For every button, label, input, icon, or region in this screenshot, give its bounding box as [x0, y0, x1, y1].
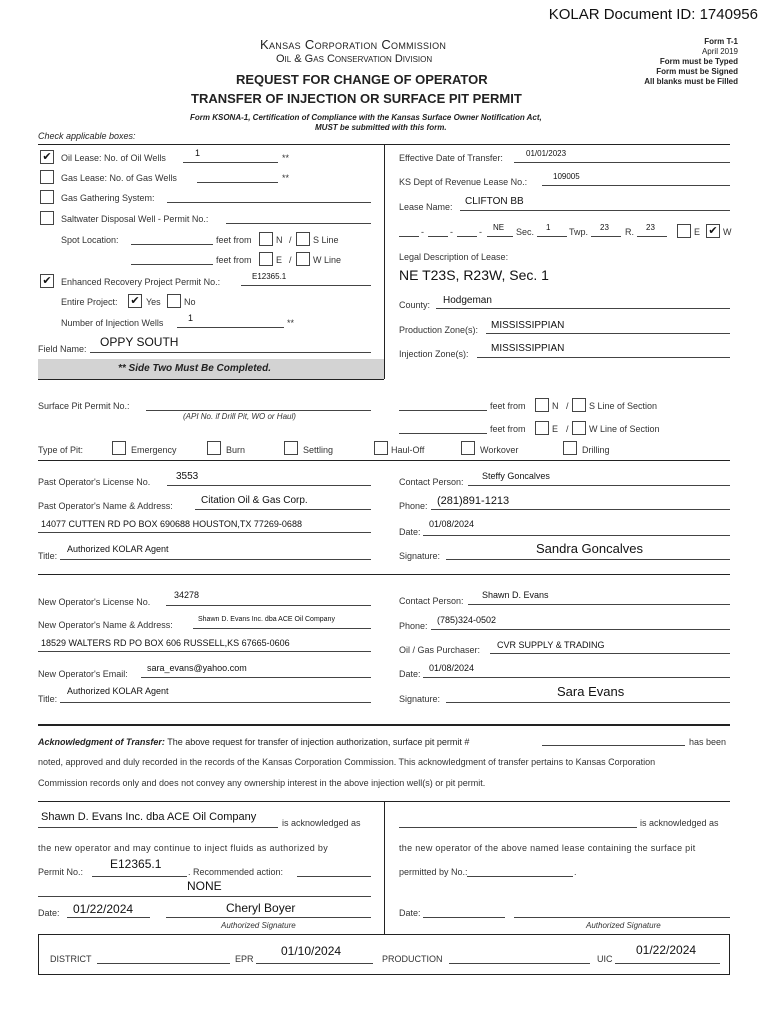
divider-past: [38, 574, 730, 575]
form-note-signed: Form must be Signed: [656, 67, 738, 76]
past-signature-value[interactable]: Sandra Goncalves: [536, 541, 643, 556]
ack-heading: Acknowledgment of Transfer:: [38, 737, 165, 747]
past-contact-value[interactable]: Steffy Goncalves: [482, 471, 550, 481]
new-date-label: Date:: [399, 669, 421, 679]
new-date-value[interactable]: 01/08/2024: [429, 663, 475, 673]
production-zone-label: Production Zone(s):: [399, 325, 479, 335]
ack-text-1: The above request for transfer of injection authorization, surface pit permit #: [167, 737, 470, 747]
ks-dept-label: KS Dept of Revenue Lease No.:: [399, 177, 528, 187]
side-two-banner: ** Side Two Must Be Completed.: [38, 359, 384, 379]
ack-center-divider: [384, 801, 385, 934]
form-title-1: REQUEST FOR CHANGE OF OPERATOR: [236, 72, 488, 87]
swd-label: Saltwater Disposal Well - Permit No.:: [61, 214, 209, 224]
gas-lease-label: Gas Lease: No. of Gas Wells: [61, 173, 177, 183]
county-value[interactable]: Hodgeman: [443, 295, 492, 306]
ack-right-is-ack: is acknowledged as: [640, 818, 719, 828]
purchaser-value[interactable]: CVR SUPPLY & TRADING: [497, 640, 605, 650]
pit-type-hauloff-checkbox[interactable]: [374, 441, 388, 455]
pit-w-checkbox[interactable]: [572, 421, 586, 435]
ack-text-3: Commission records only and does not convey any ownership interest in the above injection well(s) or pit permit.: [38, 778, 486, 788]
past-signature-label: Signature:: [399, 551, 441, 561]
ack-left-company[interactable]: Shawn D. Evans Inc. dba ACE Oil Company: [41, 811, 257, 823]
new-contact-label: Contact Person:: [399, 596, 464, 606]
ack-line-1: [38, 737, 469, 747]
new-contact-value[interactable]: Shawn D. Evans: [482, 590, 549, 600]
surface-pit-label: Surface Pit Permit No.:: [38, 401, 130, 411]
new-name-label: New Operator's Name & Address:: [38, 620, 173, 630]
production-zone-value[interactable]: MISSISSIPPIAN: [491, 320, 565, 331]
pit-type-workover-checkbox[interactable]: [461, 441, 475, 455]
pit-type-drilling-checkbox[interactable]: [563, 441, 577, 455]
division-name: Oil & Gas Conservation Division: [276, 53, 433, 65]
ack-left-text: the new operator and may continue to inject fluids as authorized by: [38, 843, 329, 853]
footer-production-label: PRODUCTION: [382, 954, 443, 964]
spot-s-checkbox[interactable]: [296, 232, 310, 246]
new-email-label: New Operator's Email:: [38, 669, 128, 679]
top-section-bottom-border: [38, 379, 384, 380]
gas-gathering-label: Gas Gathering System:: [61, 193, 155, 203]
legal-desc-label: Legal Description of Lease:: [399, 252, 509, 262]
spot-w-checkbox[interactable]: [296, 252, 310, 266]
new-phone-label: Phone:: [399, 621, 428, 631]
pit-s-checkbox[interactable]: [572, 398, 586, 412]
past-title-label: Title:: [38, 551, 58, 561]
pit-type-label: Type of Pit:: [38, 445, 84, 455]
oil-wells-count[interactable]: 1: [195, 148, 201, 158]
check-applicable-label: Check applicable boxes:: [38, 131, 136, 141]
pit-type-burn-checkbox[interactable]: [207, 441, 221, 455]
document-id: KOLAR Document ID: 1740956: [548, 6, 758, 23]
injection-wells-label: Number of Injection Wells: [61, 318, 164, 328]
legal-desc-value[interactable]: NE T23S, R23W, Sec. 1: [399, 267, 549, 283]
footer-epr-date[interactable]: 01/10/2024: [281, 944, 342, 958]
eor-permit-value[interactable]: E12365.1: [252, 272, 287, 281]
sec-value[interactable]: 1: [546, 223, 551, 232]
twp-label: Twp.: [569, 227, 589, 237]
range-e-checkbox[interactable]: [677, 224, 691, 238]
new-name-value[interactable]: Shawn D. Evans Inc. dba ACE Oil Company: [198, 616, 335, 623]
pit-e-checkbox[interactable]: [535, 421, 549, 435]
past-title-value[interactable]: Authorized KOLAR Agent: [67, 544, 169, 554]
divider-pit: [38, 460, 730, 461]
new-email-value[interactable]: sara_evans@yahoo.com: [147, 663, 247, 673]
past-contact-label: Contact Person:: [399, 477, 464, 487]
ack-recommended-label: . Recommended action:: [188, 867, 284, 877]
past-license-value[interactable]: 3553: [176, 471, 199, 482]
pit-n-checkbox[interactable]: [535, 398, 549, 412]
past-date-value[interactable]: 01/08/2024: [429, 519, 475, 529]
center-divider: [384, 144, 385, 379]
ks-dept-value[interactable]: 109005: [553, 172, 580, 181]
footer-uic-label: UIC: [597, 954, 613, 964]
past-phone-value[interactable]: (281)891-1213: [437, 495, 510, 507]
divider-new: [38, 724, 730, 726]
ack-right-date-label: Date:: [399, 908, 421, 918]
footer-epr-label: EPR: [235, 954, 254, 964]
form-note-typed: Form must be Typed: [659, 57, 738, 66]
ack-permitted-by-label: permitted by No.:: [399, 867, 468, 877]
range-w-checkbox[interactable]: ✔: [706, 224, 720, 238]
spot-quarter-value[interactable]: NE: [493, 223, 505, 232]
spot-n-checkbox[interactable]: [259, 232, 273, 246]
new-address-value[interactable]: 18529 WALTERS RD PO BOX 606 RUSSELL,KS 67665-0606: [41, 638, 290, 648]
ack-permit-value[interactable]: E12365.1: [110, 857, 162, 871]
footer-district-label: DISTRICT: [50, 954, 92, 964]
eor-label: Enhanced Recovery Project Permit No.:: [61, 277, 221, 287]
ack-recommended-value[interactable]: NONE: [187, 879, 222, 893]
spot-e-checkbox[interactable]: [259, 252, 273, 266]
injection-zone-label: Injection Zone(s):: [399, 349, 469, 359]
ack-left-is-ack: is acknowledged as: [282, 818, 361, 828]
form-number: Form T-1: [704, 37, 738, 46]
footer-uic-date[interactable]: 01/22/2024: [636, 943, 697, 957]
ack-permit-label: Permit No.:: [38, 867, 84, 877]
gas-lease-checkbox[interactable]: [40, 170, 54, 184]
new-title-label: Title:: [38, 694, 58, 704]
injection-wells-count[interactable]: 1: [188, 313, 194, 323]
lease-name-value[interactable]: CLIFTON BB: [465, 196, 524, 207]
oil-lease-label: Oil Lease: No. of Oil Wells: [61, 153, 166, 163]
ack-date-label: Date:: [38, 908, 60, 918]
past-date-label: Date:: [399, 527, 421, 537]
agency-name: Kansas Corporation Commission: [260, 37, 447, 52]
new-title-value[interactable]: Authorized KOLAR Agent: [67, 686, 169, 696]
past-address-value[interactable]: 14077 CUTTEN RD PO BOX 690688 HOUSTON,TX 77269-0688: [41, 519, 302, 529]
oil-lease-checkbox[interactable]: ✔: [40, 150, 54, 164]
field-name-label: Field Name:: [38, 344, 87, 354]
ack-date-value[interactable]: 01/22/2024: [73, 902, 134, 916]
form-title-2: TRANSFER OF INJECTION OR SURFACE PIT PERMIT: [191, 91, 522, 106]
twp-value[interactable]: 23: [600, 223, 609, 232]
pit-type-emergency-checkbox[interactable]: [112, 441, 126, 455]
new-signature-label: Signature:: [399, 694, 441, 704]
county-label: County:: [399, 300, 431, 310]
injection-zone-value[interactable]: MISSISSIPPIAN: [491, 343, 565, 354]
effective-date-value[interactable]: 01/01/2023: [526, 149, 567, 158]
ack-text-1-end: has been: [689, 737, 727, 747]
form-subtitle-1: Form KSONA-1, Certification of Compliance with the Kansas Surface Owner Notification Act,: [190, 113, 542, 122]
ack-right-auth-signature-label: Authorized Signature: [586, 921, 661, 930]
spot-location-label: Spot Location:: [61, 235, 119, 245]
effective-date-label: Effective Date of Transfer:: [399, 153, 503, 163]
form-note-filled: All blanks must be Filled: [644, 77, 738, 86]
form-subtitle-2: MUST be submitted with this form.: [315, 123, 447, 132]
ack-auth-signature-label: Authorized Signature: [221, 921, 296, 930]
new-phone-value[interactable]: (785)324-0502: [437, 615, 497, 625]
past-name-label: Past Operator's Name & Address:: [38, 501, 173, 511]
purchaser-label: Oil / Gas Purchaser:: [399, 645, 481, 655]
eor-checkbox[interactable]: ✔: [40, 274, 54, 288]
past-name-value[interactable]: Citation Oil & Gas Corp.: [201, 495, 308, 506]
ack-auth-signature[interactable]: Cheryl Boyer: [226, 901, 296, 915]
gas-gathering-checkbox[interactable]: [40, 190, 54, 204]
entire-project-yes-checkbox[interactable]: ✔: [128, 294, 142, 308]
ack-right-text: the new operator of the above named lease containing the surface pit: [399, 843, 696, 853]
r-value[interactable]: 23: [646, 223, 655, 232]
new-signature-value[interactable]: Sara Evans: [557, 684, 625, 699]
field-name-value[interactable]: OPPY SOUTH: [100, 335, 179, 349]
new-license-value[interactable]: 34278: [174, 590, 200, 600]
sec-label: Sec.: [516, 227, 535, 237]
entire-project-no-checkbox[interactable]: [167, 294, 181, 308]
past-phone-label: Phone:: [399, 501, 428, 511]
ack-text-2: noted, approved and duly recorded in the records of the Kansas Corporation Commission. This acknowledgment of transfer pertains to Kansas Corporation: [38, 757, 656, 767]
pit-type-settling-checkbox[interactable]: [284, 441, 298, 455]
r-label: R.: [625, 227, 634, 237]
form-date: April 2019: [701, 47, 738, 56]
new-license-label: New Operator's License No.: [38, 597, 151, 607]
swd-checkbox[interactable]: [40, 211, 54, 225]
past-license-label: Past Operator's License No.: [38, 477, 151, 487]
api-note: (API No. if Drill Pit, WO or Haul): [183, 412, 296, 421]
entire-project-label: Entire Project:: [61, 297, 118, 307]
lease-name-label: Lease Name:: [399, 202, 453, 212]
